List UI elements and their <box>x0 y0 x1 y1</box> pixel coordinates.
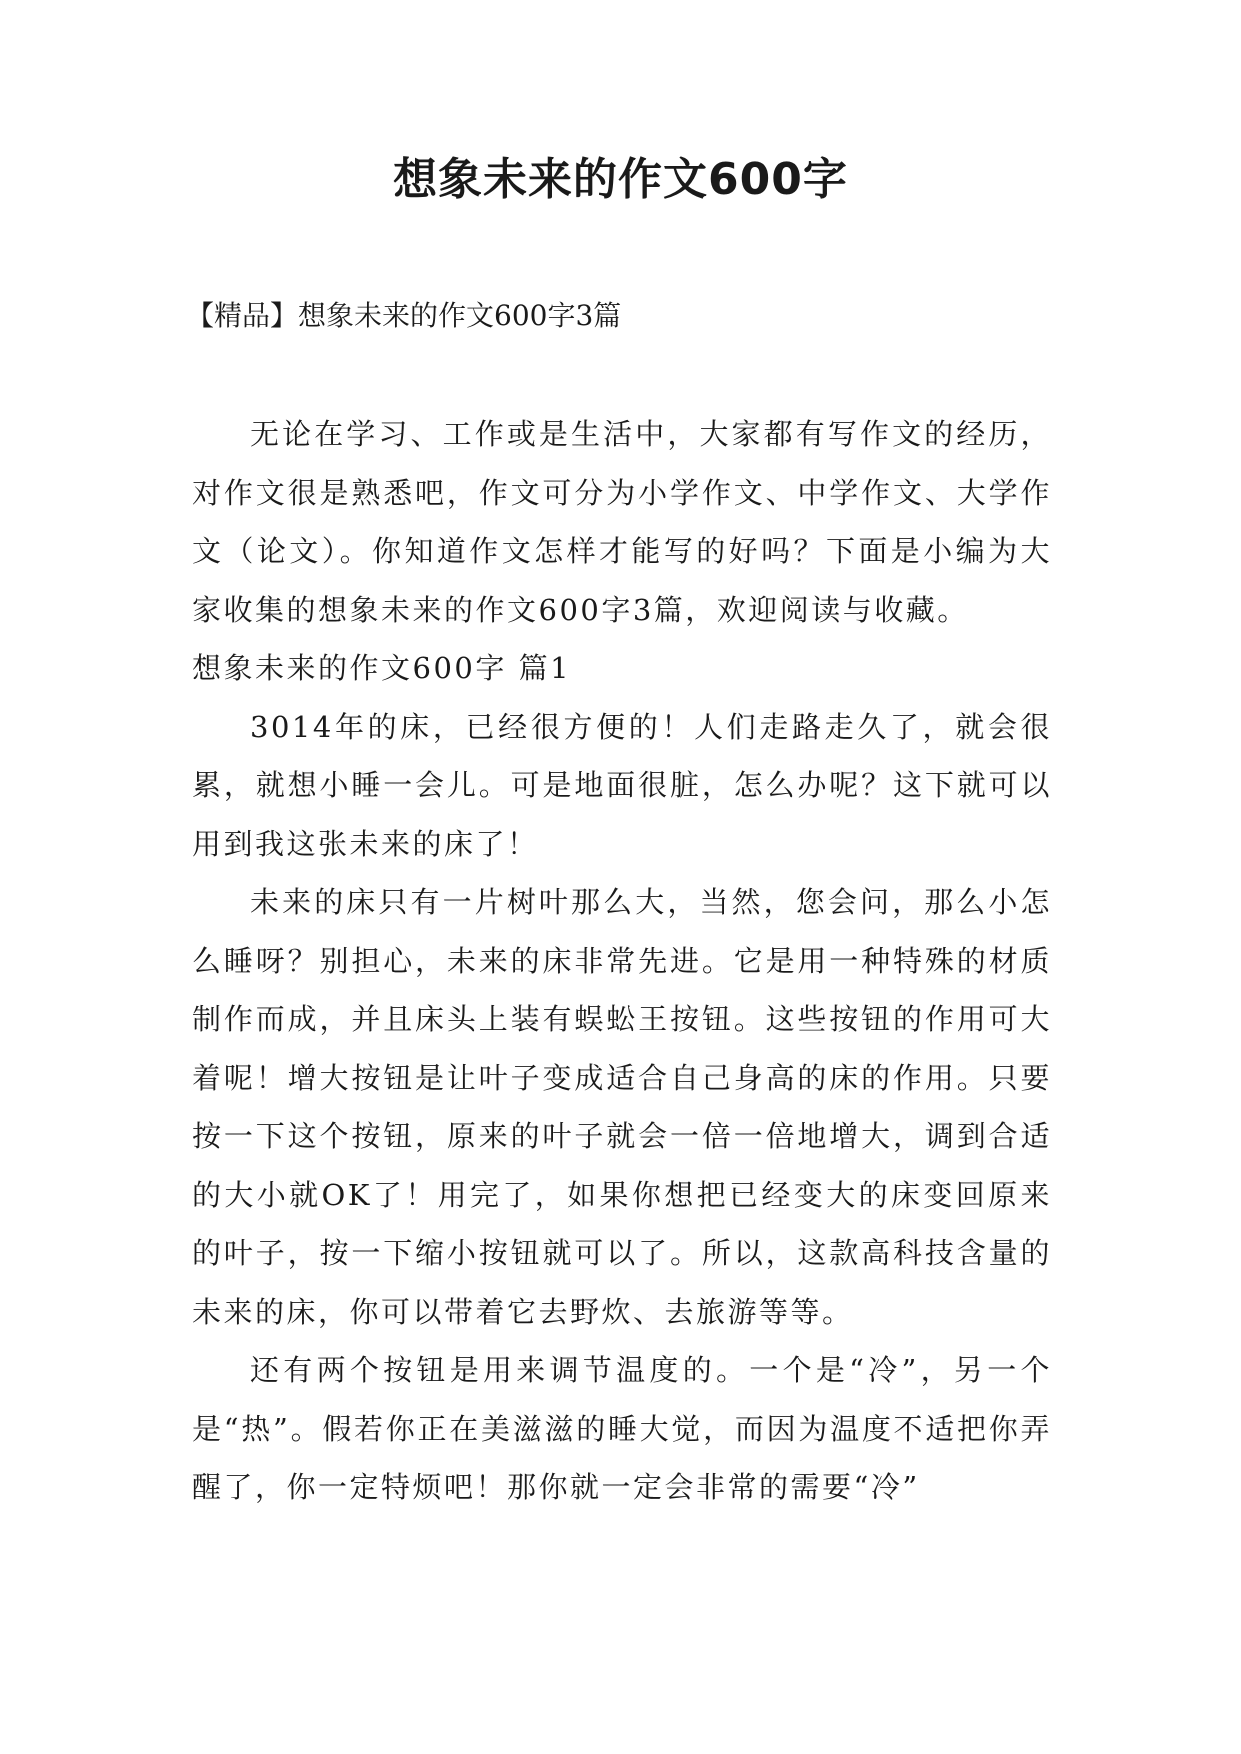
document-title: 想象未来的作文600字 <box>393 154 848 205</box>
body-paragraph: 3014年的床，已经很方便的！人们走路走久了，就会很累，就想小睡一会儿。可是地面很脏，怎么办呢？这下就可以用到我这张未来的床了！ <box>192 709 1052 861</box>
body-paragraph: 未来的床只有一片树叶那么大，当然，您会问，那么小怎么睡呀？别担心，未来的床非常先进。它是用一种特殊的材质制作而成，并且床头上装有蜈蚣王按钮。这些按钮的作用可大着呢！增大按钮是让叶子变成适合自己身高的床的作用。只要按一下这个按钮，原来的叶子就会一倍一倍地增大，调到合适的大小就OK了！用完了，如果你想把已经变大的床变回原来的叶子，按一下缩小按钮就可以了。所以，这款高科技含量的未来的床，你可以带着它去野炊、去旅游等等。 <box>192 885 1052 1329</box>
body-paragraph: 还有两个按钮是用来调节温度的。一个是“冷”，另一个是“热”。假若你正在美滋滋的睡大觉，而因为温度不适把你弄醒了，你一定特烦吧！那你就一定会非常的需要“冷” <box>192 1353 1052 1504</box>
section-heading: 想象未来的作文600字 篇1 <box>192 651 572 685</box>
document-subtitle: 【精品】想象未来的作文600字3篇 <box>186 299 622 332</box>
intro-paragraph: 无论在学习、工作或是生活中，大家都有写作文的经历，对作文很是熟悉吧，作文可分为小学作文、中学作文、大学作文（论文）。你知道作文怎样才能写的好吗？下面是小编为大家收集的想象未来的作文600字3篇，欢迎阅读与收藏。 <box>192 417 1052 627</box>
document-body <box>192 405 1052 1517</box>
